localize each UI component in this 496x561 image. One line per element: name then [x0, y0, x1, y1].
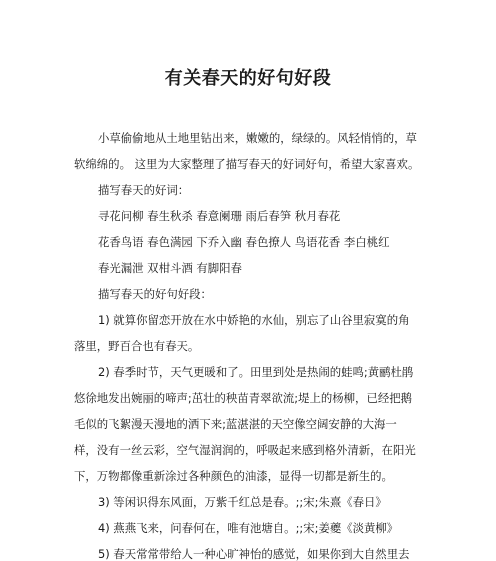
- paragraph-line: 落里，野百合也有春天。: [74, 339, 200, 353]
- paragraph-line: 1) 就算你留恋开放在水中娇艳的水仙，别忘了山谷里寂寞的角: [98, 313, 410, 327]
- paragraph-line: 毛似的飞絮漫天漫地的洒下来;蓝湛湛的天空像空阔安静的大海一: [74, 417, 397, 431]
- paragraph-line: 5) 春天常常带给人一种心旷神怡的感觉，如果你到大自然里去: [98, 547, 410, 561]
- section-heading: 描写春天的好句好段：: [98, 287, 212, 301]
- paragraph-line: 小草偷偷地从土地里钻出来，嫩嫩的，绿绿的。风轻悄悄的，草: [98, 131, 417, 145]
- paragraph-line: 样，没有一丝云彩，空气湿润润的，呼吸起来感到格外清新，在阳光: [74, 443, 416, 457]
- section-heading: 描写春天的好词：: [98, 183, 190, 197]
- paragraph-line: 软绵绵的。 这里为大家整理了描写春天的好词好句，希望大家喜欢。: [74, 157, 420, 171]
- paragraph-line: 4) 燕燕飞来，问春何在，唯有池塘自。;;宋;姜夔《淡黄柳》: [98, 521, 399, 535]
- word-list-line: 春光漏泄 双柑斗酒 有脚阳春: [98, 261, 242, 275]
- paragraph-line: 下，万物都像重新涂过各种颜色的油漆，显得一切都是新生的。: [74, 469, 393, 483]
- page-title: 有关春天的好句好段: [164, 68, 332, 89]
- word-list-line: 寻花问柳 春生秋杀 春意阑珊 雨后春笋 秋月春花: [98, 209, 341, 223]
- word-list-line: 花香鸟语 春色满园 下乔入幽 春色撩人 鸟语花香 李白桃红: [98, 235, 390, 249]
- paragraph-line: 3) 等闲识得东风面，万紫千红总是春。;;宋;朱熹《春日》: [98, 495, 387, 509]
- paragraph-line: 2) 春季时节，天气更暖和了。田里到处是热闹的蛙鸣;黄鹂杜鹃: [98, 365, 414, 379]
- paragraph-line: 悠徐地发出婉丽的啼声;茁壮的秧苗青翠欲流;堤上的杨柳，已经把鹅: [74, 391, 413, 405]
